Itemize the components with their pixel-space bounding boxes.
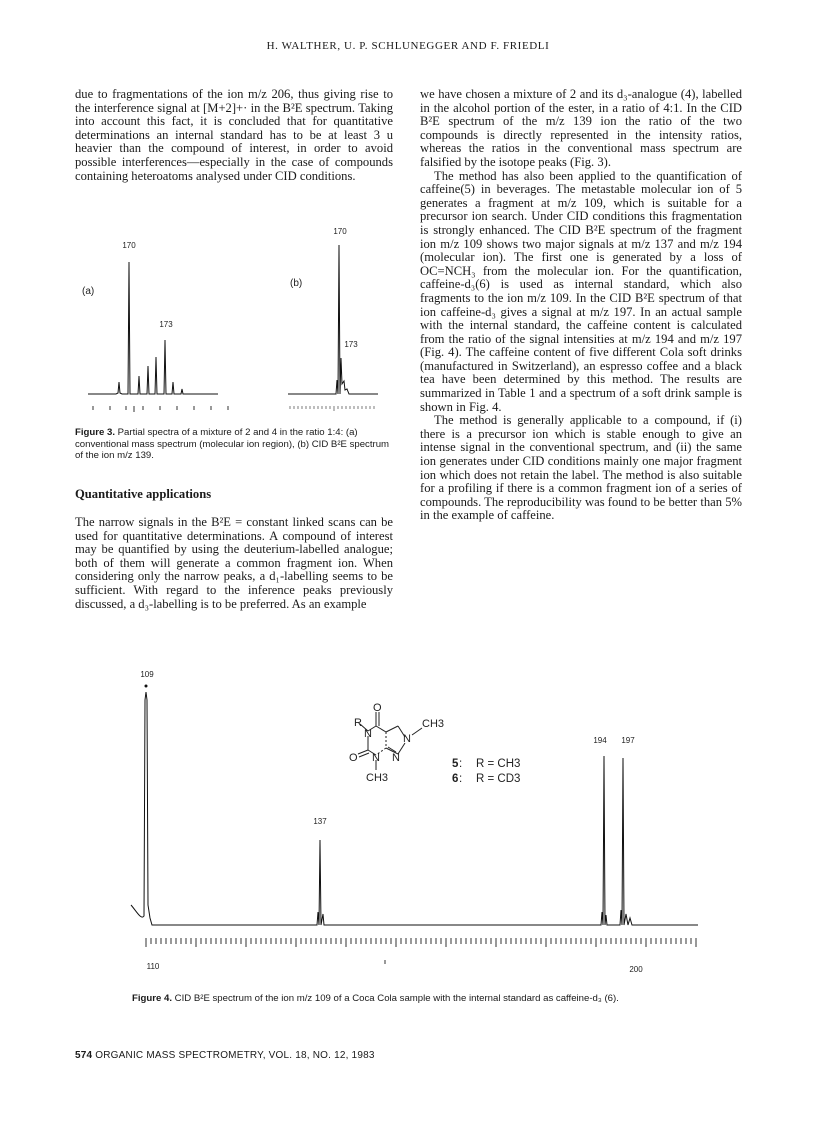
structure-ch3-right: CH3 [422,718,445,730]
structure-n1: N [364,728,372,740]
figure-3-caption-text: Partial spectra of a mixture of 2 and 4 in the ratio 1:4: (a) conventional mass spectrum (molecular ion region), (b) CID B²E spectrum of the ion m/z 139. [75,427,390,461]
paragraph: The narrow signals in the B²E = constant linked scans can be used for quantitative determinations. A compound of interest may be quantified by using the deuterium-labelled analogue; both of them will generate a common fragment ion. When considering only the narrow peaks, a d₁-labelling seems to be sufficient. With regard to the inference peaks previously discussed, a d₃-labelling is to be preferred. As an example [75,515,393,611]
fig3-panel-b-label: (b) [290,278,303,289]
fig4-spectrum [131,692,698,925]
fig4-peak-label-194: 194 [593,736,607,745]
structure-o-top: O [373,702,382,714]
paragraph: we have chosen a mixture of 2 and its d₃-analogue (4), labelled in the alcohol portion of the ester, in a ratio of 4:1. In the CID B²E spectrum of the m/z 139 ion the ratio of the two compounds is directly represented in the intensity ratios, whereas the ratios in the conventional mass spectrum are falsified by the isotope peaks (Fig. 3). [420,87,742,169]
legend-formula-5: R = CH3 [476,758,521,770]
fig3b-peak-label-173: 173 [344,340,358,349]
fig4-peak-label-109: 109 [140,670,154,679]
structure-n7: N [403,733,411,745]
fig4-axis-label-110: 110 [146,962,160,971]
figure-4-caption-text: CID B²E spectrum of the ion m/z 109 of a Coca Cola sample with the internal standard as caffeine-d₃ (6). [174,993,619,1004]
fig4-axis-label-200: 200 [629,965,643,974]
fig4-peak-label-137: 137 [313,817,327,826]
page-footer [75,1050,375,1061]
structure-ch3-bottom: CH3 [366,772,389,784]
structure-n9: N [392,752,400,764]
figure-4-caption-label: Figure 4. [132,993,172,1004]
legend-colon: : [459,773,463,785]
page-number: 574 [75,1050,93,1061]
legend-formula-6: R = CD3 [476,773,521,785]
figure-4-caption [132,993,712,1005]
journal-citation: ORGANIC MASS SPECTROMETRY, VOL. 18, NO. 12, 1983 [95,1050,375,1061]
structure-o-left: O [349,752,358,764]
section-heading: Quantitative applications [75,487,212,501]
legend-colon: : [459,758,463,770]
paragraph: The method has also been applied to the quantification of caffeine(5) in beverages. The metastable molecular ion of 5 generates a fragment at m/z 109, which is suitable for a precursor ion search. Under CID conditions this fragmentation is strongly enhanced. The CID B²E spectrum of the fragment ion m/z 109 shows two major signals at m/z 137 and m/z 194 (molecular ion). The first one is generated by a loss of OC=NCH₃ from the molecular ion. For the quantification, caffeine-d₃(6) is used as internal standard, which also fragments to the ion m/z 109. In the CID B²E spectrum of that ion caffeine-d₃ gives a signal at m/z 197. In an actual sample with the internal standard, the caffeine content is calculated from the ratio of the signal intensities at m/z 194 and m/z 197 (Fig. 4). The caffeine content of five different Cola soft drinks (manufactured in Switzerland), an espresso coffee and a black tea have been determined by this method. The results are summarized in Table 1 and a spectrum of a soft drink sample is shown in Fig. 4. [420,168,742,414]
fig3a-peak-label-173: 173 [159,320,173,329]
fig3a-peak-label-170: 170 [122,241,136,250]
caffeine-structure [358,712,422,770]
legend-number-5: 5 [452,758,459,770]
figure-3-caption-label: Figure 3. [75,427,115,438]
fig4-peak-label-197: 197 [621,736,635,745]
fig4-tick-row [146,938,696,947]
fig3b-peak-label-170: 170 [333,227,347,236]
running-header: H. WALTHER, U. P. SCHLUNEGGER AND F. FRIEDLI [266,40,550,52]
legend-number-6: 6 [452,773,459,785]
paragraph: The method is generally applicable to a compound, if (i) there is a precursor ion which is stable enough to give an intense signal in the conventional spectrum, and (ii) the same ion generates under CID conditions mainly one major fragment ion which does not retain the label. The method is also suitable for a profiling if there is a common fragment ion of a series of compounds. The reproducibility was found to be better than 5% in the example of caffeine. [420,413,742,523]
structure-r-label: R [354,717,362,729]
fig4-peak-109-marker [145,685,148,688]
structure-n3: N [372,752,380,764]
fig3-panel-a-label: (a) [82,286,95,297]
paragraph: due to fragmentations of the ion m/z 206, thus giving rise to the interference signal at [M+2]+· in the B²E spectrum. Taking into account this fact, it is concluded that for quantitative determinations an internal standard has to be at least 3 u heavier than the compound of interest, in order to avoid possible interferences—especially in the case of compounds containing heteroatoms analysed under CID conditions. [75,87,393,183]
